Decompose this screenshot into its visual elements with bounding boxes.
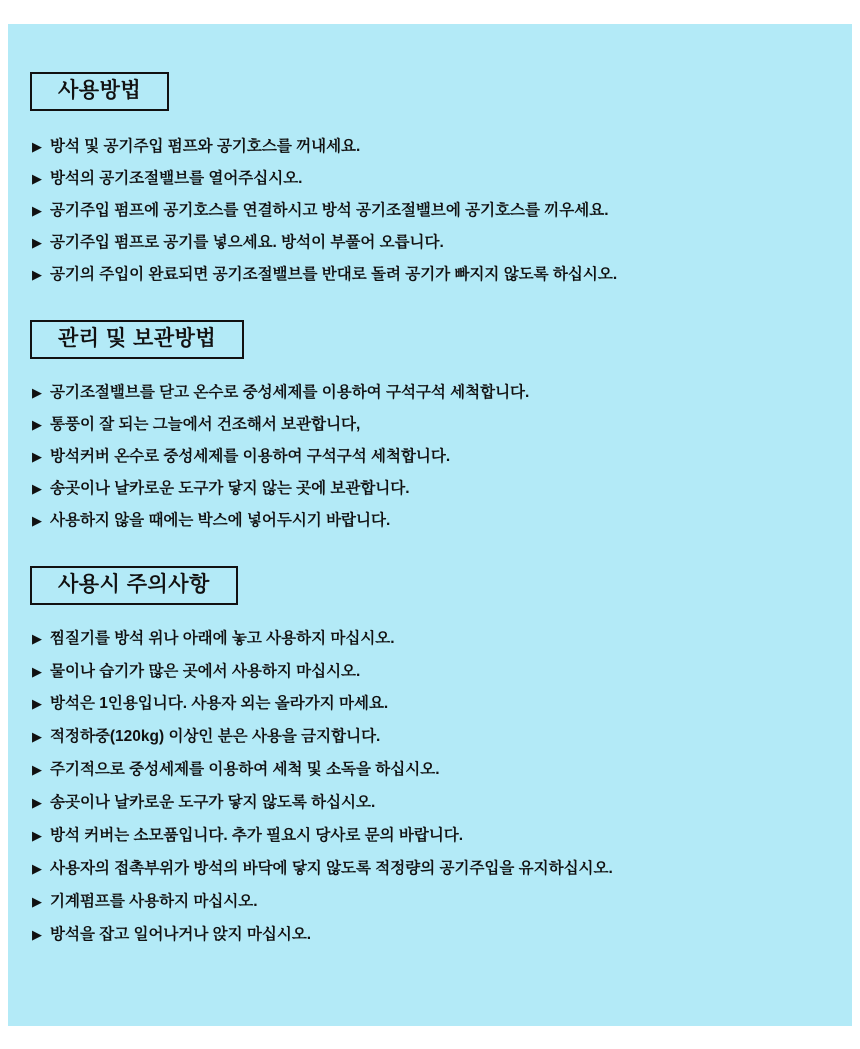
- list-item: [32, 760, 840, 781]
- instruction-panel: [8, 24, 852, 1026]
- triangle-bullet-icon: ▶: [32, 171, 42, 187]
- list-item-text: 방석의 공기조절밸브를 열어주십시오.: [50, 170, 303, 188]
- list-item: [32, 925, 840, 946]
- list-item: [32, 233, 840, 254]
- list-item: [32, 629, 840, 650]
- triangle-bullet-icon: ▶: [32, 512, 42, 528]
- section-usage: [20, 72, 840, 286]
- list-item: [32, 793, 840, 814]
- list-item-text: 적정하중(120kg) 이상인 분은 사용을 금지합니다.: [50, 728, 381, 746]
- list-item: [32, 892, 840, 913]
- triangle-bullet-icon: ▶: [32, 266, 42, 282]
- triangle-bullet-icon: ▶: [32, 480, 42, 496]
- triangle-bullet-icon: ▶: [32, 795, 42, 811]
- list-item-text: 송곳이나 날카로운 도구가 닿지 않는 곳에 보관합니다.: [50, 479, 410, 497]
- section-care-title: 관리 및 보관방법: [30, 320, 244, 359]
- triangle-bullet-icon: ▶: [32, 894, 42, 910]
- section-caution-list: [32, 629, 840, 946]
- list-item: [32, 826, 840, 847]
- triangle-bullet-icon: ▶: [32, 861, 42, 877]
- list-item-text: 통풍이 잘 되는 그늘에서 건조해서 보관합니다,: [50, 415, 361, 433]
- list-item-text: 기계펌프를 사용하지 마십시오.: [50, 893, 258, 911]
- triangle-bullet-icon: ▶: [32, 202, 42, 218]
- list-item-text: 공기주입 펌프로 공기를 넣으세요. 방석이 부풀어 오릅니다.: [50, 233, 444, 251]
- section-usage-title: 사용방법: [30, 72, 169, 111]
- list-item-text: 주기적으로 중성세제를 이용하여 세척 및 소독을 하십시오.: [50, 761, 440, 779]
- list-item: [32, 265, 840, 286]
- triangle-bullet-icon: ▶: [32, 448, 42, 464]
- triangle-bullet-icon: ▶: [32, 384, 42, 400]
- list-item: [32, 137, 840, 158]
- list-item-text: 사용자의 접촉부위가 방석의 바닥에 닿지 않도록 적정량의 공기주입을 유지하십시오.: [50, 860, 613, 878]
- list-item: [32, 662, 840, 683]
- list-item-text: 공기주입 펌프에 공기호스를 연결하시고 방석 공기조절밸브에 공기호스를 끼우세요.: [50, 201, 609, 219]
- list-item-text: 공기조절밸브를 닫고 온수로 중성세제를 이용하여 구석구석 세척합니다.: [50, 383, 530, 401]
- list-item-text: 찜질기를 방석 위나 아래에 놓고 사용하지 마십시오.: [50, 629, 395, 647]
- list-item: [32, 859, 840, 880]
- list-item: [32, 479, 840, 500]
- triangle-bullet-icon: ▶: [32, 762, 42, 778]
- triangle-bullet-icon: ▶: [32, 828, 42, 844]
- section-care-list: [32, 383, 840, 532]
- triangle-bullet-icon: ▶: [32, 926, 42, 942]
- list-item-text: 공기의 주입이 완료되면 공기조절밸브를 반대로 돌려 공기가 빠지지 않도록 하십시오.: [50, 265, 618, 283]
- list-item-text: 송곳이나 날카로운 도구가 닿지 않도록 하십시오.: [50, 794, 376, 812]
- section-caution-title: 사용시 주의사항: [30, 566, 238, 605]
- section-care: [20, 320, 840, 532]
- triangle-bullet-icon: ▶: [32, 630, 42, 646]
- list-item-text: 사용하지 않을 때에는 박스에 넣어두시기 바랍니다.: [50, 511, 391, 529]
- list-item-text: 방석은 1인용입니다. 사용자 외는 올라가지 마세요.: [50, 695, 389, 713]
- triangle-bullet-icon: ▶: [32, 663, 42, 679]
- list-item-text: 방석 커버는 소모품입니다. 추가 필요시 당사로 문의 바랍니다.: [50, 827, 464, 845]
- list-item: [32, 447, 840, 468]
- list-item-text: 방석커버 온수로 중성세제를 이용하여 구석구석 세척합니다.: [50, 447, 451, 465]
- list-item-text: 방석 및 공기주입 펌프와 공기호스를 꺼내세요.: [50, 138, 361, 156]
- triangle-bullet-icon: ▶: [32, 416, 42, 432]
- triangle-bullet-icon: ▶: [32, 729, 42, 745]
- list-item-text: 방석을 잡고 일어나거나 앉지 마십시오.: [50, 925, 312, 943]
- panel-content: [20, 72, 840, 958]
- triangle-bullet-icon: ▶: [32, 234, 42, 250]
- list-item-text: 물이나 습기가 많은 곳에서 사용하지 마십시오.: [50, 662, 361, 680]
- list-item: [32, 201, 840, 222]
- section-caution: [20, 566, 840, 946]
- list-item: [32, 169, 840, 190]
- list-item: [32, 694, 840, 715]
- triangle-bullet-icon: ▶: [32, 139, 42, 155]
- list-item: [32, 727, 840, 748]
- section-usage-list: [32, 137, 840, 286]
- triangle-bullet-icon: ▶: [32, 696, 42, 712]
- list-item: [32, 383, 840, 404]
- list-item: [32, 415, 840, 436]
- list-item: [32, 511, 840, 532]
